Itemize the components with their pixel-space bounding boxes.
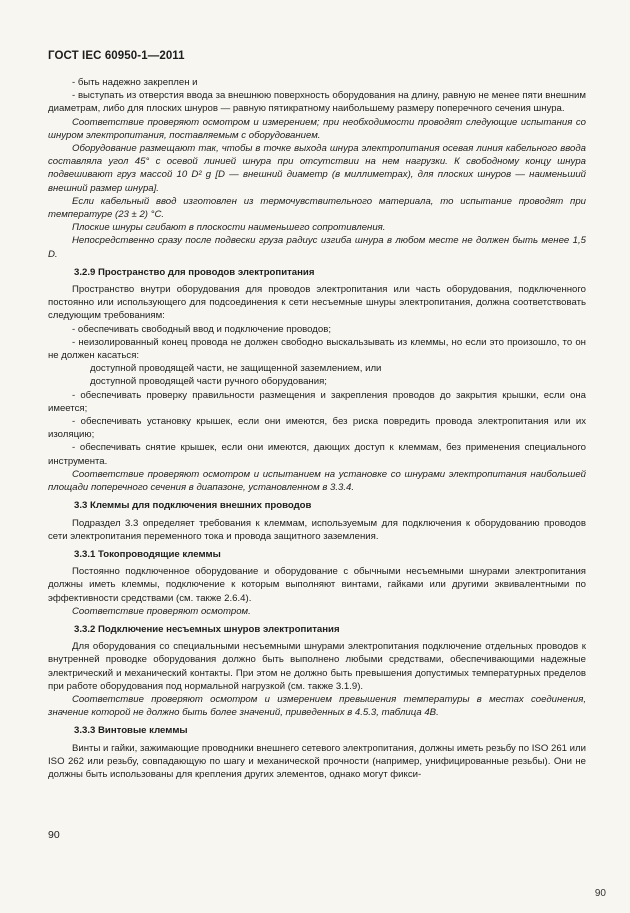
paragraph: Соответствие проверяют осмотром и измерением превышения температуры в местах соединения, значение которой не должно быть более значений, приведенных в 4.5.3, таблица 4B.	[48, 693, 586, 719]
section-heading: 3.3 Клеммы для подключения внешних проводов	[74, 500, 312, 512]
paragraph: Винты и гайки, зажимающие проводники внешнего сетевого электропитания, должны иметь резьбу по ISO 261 или ISO 262 или резьбу, совпадающую по шагу и механической прочности (например, унифицированные резьбы). Они не должны быть использованы для крепления других элементов, однако могут фикси-	[48, 742, 586, 780]
section-heading: 3.3.2 Подключение несъемных шнуров электропитания	[74, 623, 340, 635]
document-body	[48, 76, 586, 781]
paragraph: - обеспечивать установку крышек, если они имеются, без риска повредить провода электропитания или их изоляцию;	[48, 416, 586, 441]
paragraph: Постоянно подключенное оборудование и оборудование с обычными несъемными шнурами электропитания должны иметь клеммы, подключение к которым выполняют винтами, гайками или другими эквивалентными по эффективности средствами (см. также 2.6.4).	[48, 566, 586, 604]
paragraph: Соответствие проверяют осмотром и испытанием на установке со шнурами электропитания наибольшей площади поперечного сечения в диапазоне, установленном в 3.3.4.	[48, 468, 586, 494]
paragraph: Оборудование размещают так, чтобы в точке выхода шнура электропитания осевая линия кабельного ввода составляла угол 45° с осевой линией шнура при отсутствии на нем нагрузки. К свободному концу шнура подвешивают груз массой 10 D² g [D — внешний диаметр (в миллиметрах), для плоских шнуров — наименьший внешний размер шнура].	[48, 143, 586, 194]
paragraph: Если кабельный ввод изготовлен из термочувствительного материала, то испытание проводят при температуре (23 ± 2) °C.	[48, 195, 586, 221]
paragraph: доступной проводящей части, не защищенной заземлением, или	[90, 363, 382, 375]
paragraph: Пространство внутри оборудования для проводов электропитания или часть оборудования, подключенного постоянно или использующего для подсоединения к сети несъемные шнуры электропитания, должна соответствовать следующим требованиям:	[48, 284, 586, 322]
paragraph: Непосредственно сразу после подвески груза радиус изгиба шнура в любом месте не должен быть менее 1,5 D.	[48, 235, 586, 260]
paragraph: Соответствие проверяют осмотром.	[72, 605, 251, 617]
page-number: 90	[48, 829, 60, 841]
paragraph: Для оборудования со специальными несъемными шнурами электропитания подключение отдельных проводов к внутренней проводке оборудования должно быть выполнено любыми средствами, обеспечивающими надежные электрический и механический контакты. При этом не должно быть превышения допустимых температурных пределов при работе оборудования под нормальной нагрузкой (см. также 3.1.9).	[48, 641, 586, 692]
section-heading: 3.3.1 Токопроводящие клеммы	[74, 548, 221, 560]
paragraph: Подраздел 3.3 определяет требования к клеммам, используемым для подключения к оборудованию проводов сети электропитания переменного тока и провода защитного заземления.	[48, 517, 586, 542]
document-header: ГОСТ IEC 60950-1—2011	[48, 50, 185, 62]
paragraph: Плоские шнуры сгибают в плоскости наименьшего сопротивления.	[72, 222, 386, 234]
paragraph: - неизолированный конец провода не должен свободно выскальзывать из клеммы, но если это произошло, то он не должен касаться:	[48, 336, 586, 362]
paragraph: - обеспечивать свободный ввод и подключение проводов;	[72, 323, 331, 335]
paragraph: - обеспечивать проверку правильности размещения и закрепления проводов до закрытия крышки, если она имеется;	[48, 389, 586, 414]
paragraph: - быть надежно закреплен и	[72, 77, 198, 88]
corner-page-number: 90	[594, 888, 606, 899]
section-heading: 3.3.3 Винтовые клеммы	[74, 725, 188, 737]
paragraph: - обеспечивать снятие крышек, если они имеются, дающих доступ к клеммам, без применения специального инструмента.	[48, 442, 586, 467]
section-heading: 3.2.9 Пространство для проводов электропитания	[74, 266, 315, 278]
paragraph: Соответствие проверяют осмотром и измерением; при необходимости проводят следующие испытания со шнуром электропитания, поставляемым с оборудованием.	[48, 116, 586, 141]
paragraph: доступной проводящей части ручного оборудования;	[90, 376, 327, 388]
paragraph: - выступать из отверстия ввода за внешнюю поверхность оборудования на длину, равную не менее пяти внешним диаметрам, либо для плоских шнуров — равную пятикратному наибольшему размеру поперечного сечения шнура.	[48, 90, 586, 115]
